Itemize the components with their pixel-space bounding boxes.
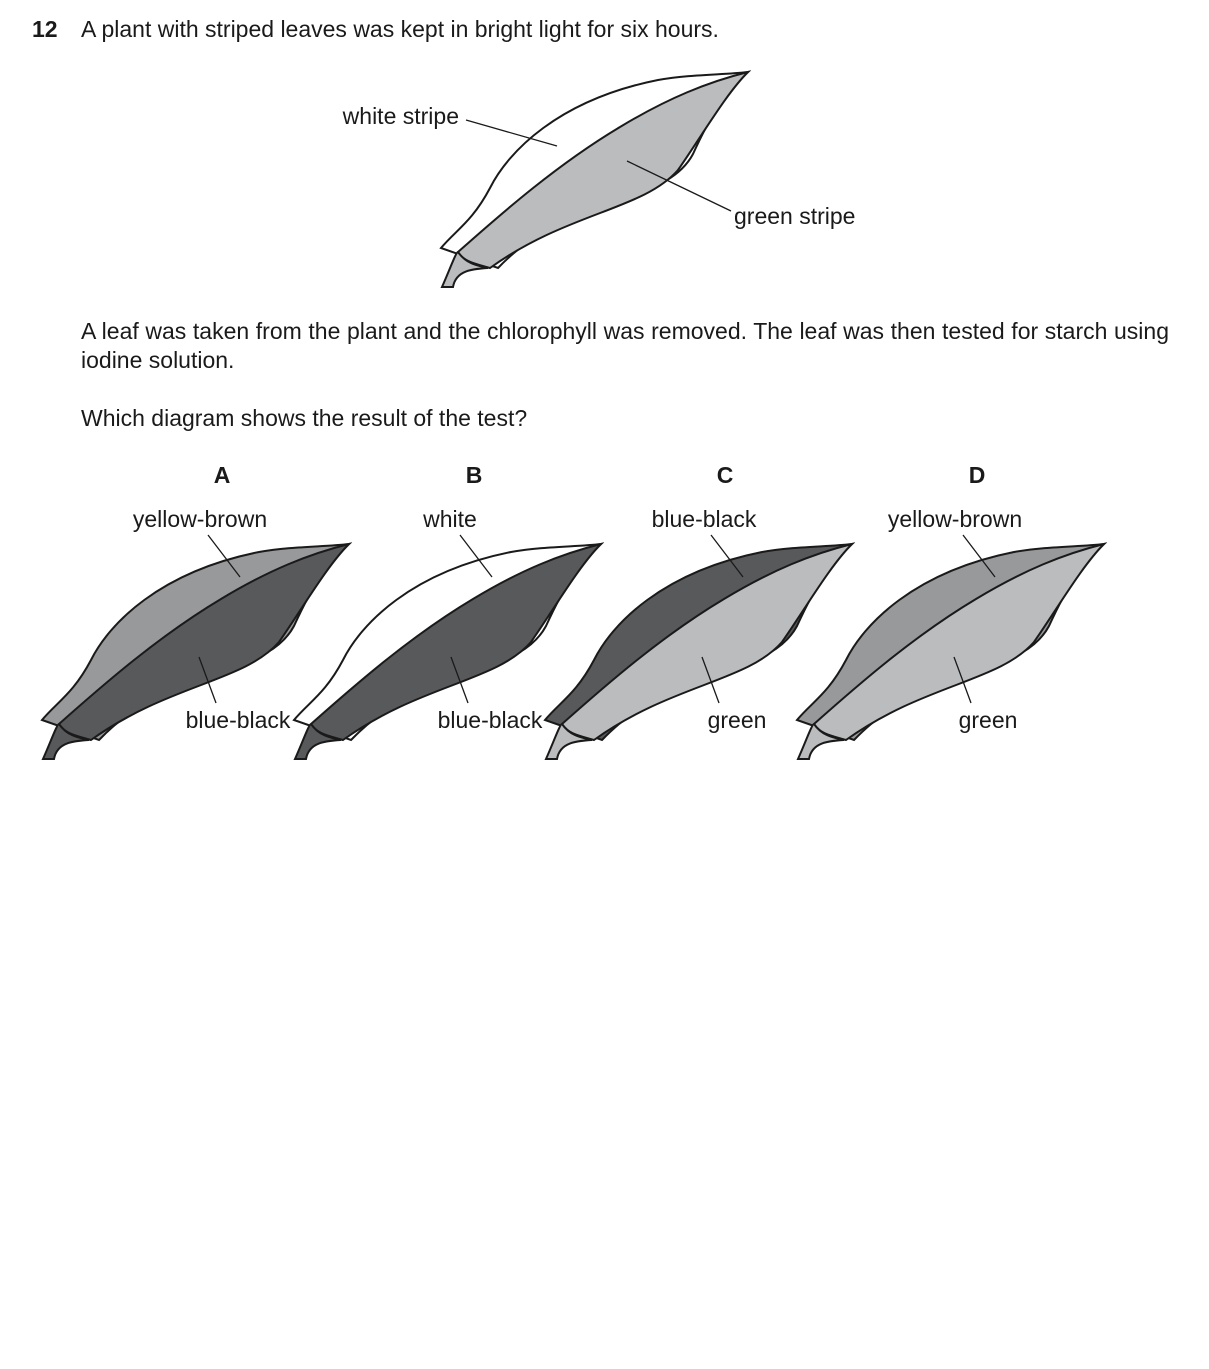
option-a-letter: A xyxy=(213,462,231,488)
option-c-inner-label: green xyxy=(707,707,767,733)
green-stripe-label: green stripe xyxy=(734,203,856,229)
option-d-letter: D xyxy=(968,462,986,488)
option-c-outer-label: blue-black xyxy=(651,506,757,532)
procedure-paragraph: A leaf was taken from the plant and the chlorophyll was removed. The leaf was then tested for starch using iodine solution. xyxy=(81,318,1169,373)
option-d-outer-label: yellow-brown xyxy=(887,506,1023,532)
option-b-letter: B xyxy=(465,462,483,488)
question-number: 12 xyxy=(32,16,58,42)
option-a-inner-label: blue-black xyxy=(185,707,291,733)
option-c-letter: C xyxy=(716,462,734,488)
option-b-outer-label: white xyxy=(423,506,477,532)
option-c-leaf xyxy=(545,544,852,759)
option-d-leaf xyxy=(797,544,1104,759)
white-stripe-label: white stripe xyxy=(342,103,459,129)
option-d-inner-label: green xyxy=(958,707,1018,733)
question-prompt: Which diagram shows the result of the test? xyxy=(81,405,528,431)
option-b-inner-label: blue-black xyxy=(437,707,543,733)
option-a-outer-label: yellow-brown xyxy=(132,506,268,532)
question-stem: A plant with striped leaves was kept in bright light for six hours. xyxy=(81,16,719,42)
main-leaf xyxy=(441,72,748,287)
